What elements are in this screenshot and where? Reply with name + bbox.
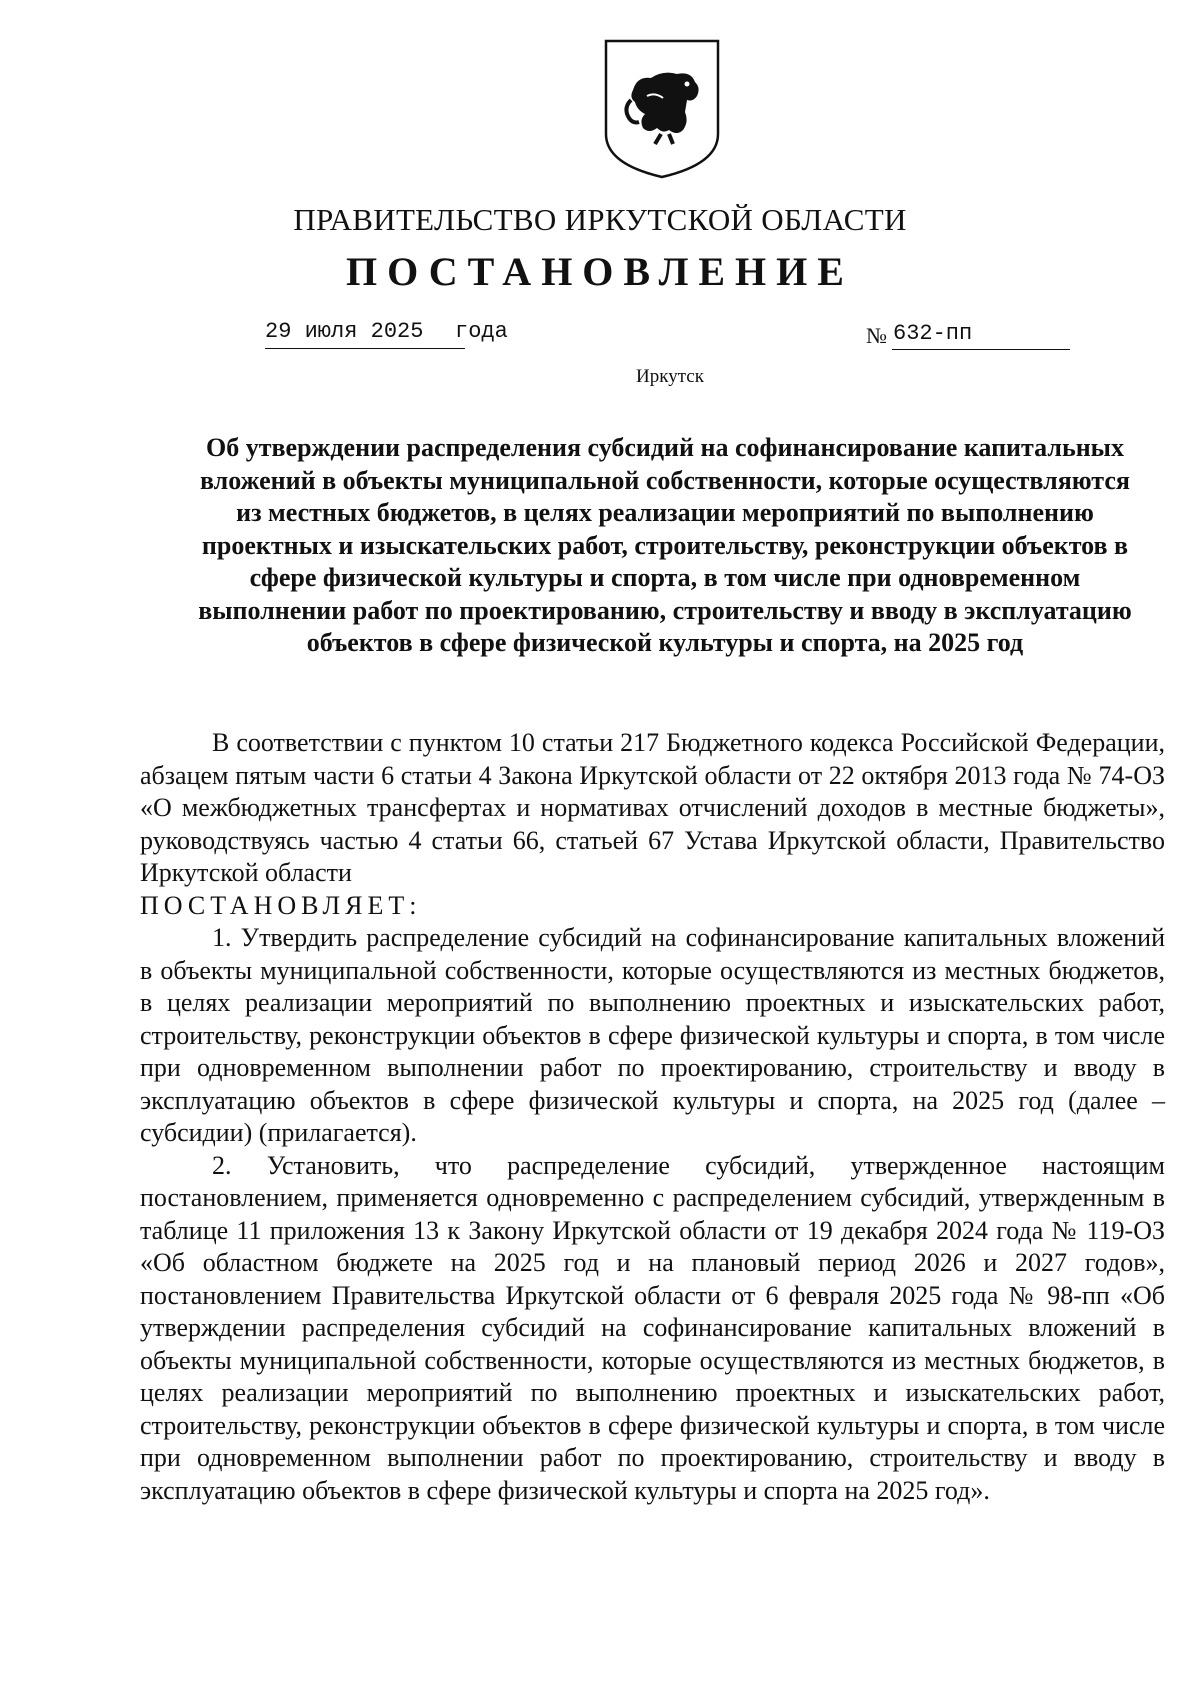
item-1-paragraph: 1. Утвердить распределение субсидий на софинансирование капитальных вложений в объекты муниципальной собственности, которые осуществляются из местных бюджетов, в целях реализации мероприятий по выполнению проектных и изыскательских работ, строительству, реконструкции объектов в сфере физической культуры и спорта, в том числе при одновременном выполнении работ по проектированию, строительству и вводу в эксплуатацию объектов в сфере физической культуры и спорта, на 2025 год (далее – субсидии) (прилагается). bbox=[140, 923, 1165, 1147]
organization-name: ПРАВИТЕЛЬСТВО ИРКУТСКОЙ ОБЛАСТИ bbox=[293, 202, 907, 237]
city-name: Иркутск bbox=[636, 366, 704, 387]
item-2-paragraph: 2. Установить, что распределение субсидий, утвержденное настоящим постановлением, применяется одновременно с распределением субсидий, утвержденным в таблице 11 приложения 13 к Закону Иркутской области от 19 декабря 2024 года № 119-ОЗ «Об областном бюджете на 2025 год и на плановый период 2026 и 2027 годов», постановлением Правительства Иркутской области от 6 февраля 2025 года № 98-пп «Об утверждении распределения субсидий на софинансирование капитальных вложений в объекты муниципальной собственности, которые осуществляются из местных бюджетов, в целях реализации мероприятий по выполнению проектных и изыскательских работ, строительству, реконструкции объектов в сфере физической культуры и спорта, в том числе при одновременном выполнении работ по проектированию, строительству и вводу в эксплуатацию объектов в сфере физической культуры и спорта на 2025 год». bbox=[140, 1150, 1165, 1505]
date-suffix: года bbox=[455, 319, 508, 344]
document-body bbox=[140, 727, 1165, 1507]
preamble-paragraph: В соответствии с пунктом 10 статьи 217 Бюджетного кодекса Российской Федерации, абзацем пятым части 6 статьи 4 Закона Иркутской области от 22 октября 2013 года № 74-ОЗ «О межбюджетных трансфертах и нормативах отчислений доходов в местные бюджеты», руководствуясь частью 4 статьи 66, статьей 67 Устава Иркутской области, Правительство Иркутской области bbox=[140, 728, 1165, 887]
coat-of-arms-icon bbox=[603, 38, 721, 180]
number-underline bbox=[892, 349, 1070, 350]
resolves-heading: ПОСТАНОВЛЯЕТ: bbox=[140, 890, 422, 920]
document-number: 632-пп bbox=[893, 321, 973, 346]
document-type: ПОСТАНОВЛЕНИЕ bbox=[346, 249, 854, 294]
document-title: Об утверждении распределения субсидий на софинансирование капитальных вложений в объекты муниципальной собственности, которые осуществляются из местных бюджетов, в целях реализации мероприятий по выполнению проектных и изыскательских работ, строительству, реконструкции объектов в сфере физической культуры и спорта, в том числе при одновременном выполнении работ по проектированию, строительству и вводу в эксплуатацию объектов в сфере физической культуры и спорта, на 2025 год bbox=[198, 433, 1132, 657]
document-date: 29 июля 2025 bbox=[265, 319, 424, 344]
number-sign: № bbox=[866, 323, 887, 348]
